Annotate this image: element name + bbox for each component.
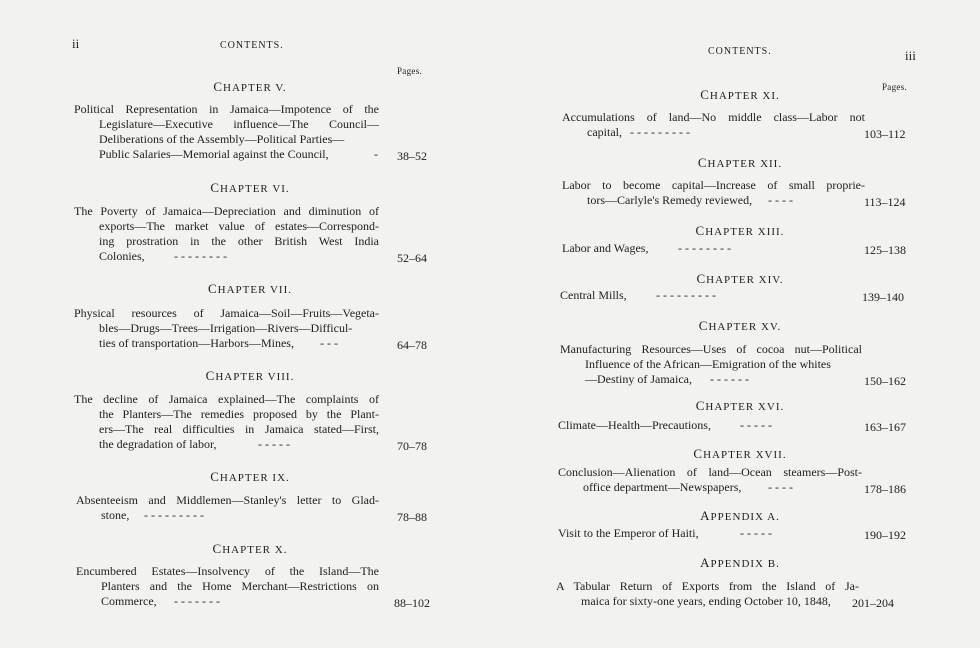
running-head-left: CONTENTS. (220, 40, 284, 51)
chapter-heading: CHAPTER V. (213, 79, 287, 94)
entry-line: The Poverty of Jamaica—Depreciation and diminution of (74, 204, 379, 218)
page-range: 139–140 (862, 290, 904, 304)
entry-line: the degradation of labor, (99, 437, 217, 451)
entry-line: —Destiny of Jamaica, (585, 372, 692, 386)
entry-line: Central Mills, (560, 288, 627, 302)
entry-line: Colonies, (99, 249, 145, 263)
entry-line: Planters and the Home Merchant—Restrictions on (101, 579, 379, 593)
entry-line: ing prostration in the other British West India (99, 234, 379, 248)
entry-line: ers—The real difficulties in Jamaica stated—First, (99, 422, 379, 436)
entry-line: Encumbered Estates—Insolvency of the Island—The (76, 564, 379, 578)
entry-line: Physical resources of Jamaica—Soil—Fruits—Vegeta- (74, 306, 379, 320)
dot-leader: - - - - - - - - - (144, 508, 204, 522)
page-range: 78–88 (397, 510, 427, 524)
entry-line: Climate—Health—Precautions, (558, 418, 711, 432)
chapter-heading: CHAPTER XV. (698, 318, 782, 333)
entry-line: tors—Carlyle's Remedy reviewed, (587, 193, 753, 207)
entry-line: the Planters—The remedies proposed by the Plant- (99, 407, 379, 421)
page-range: 178–186 (864, 482, 906, 496)
page-range: 190–192 (864, 528, 906, 542)
entry-line: Influence of the African—Emigration of the whites (585, 357, 831, 371)
dot-leader: - - - - - - (710, 372, 749, 386)
entry-line: Accumulations of land—No middle class—Labor not (562, 110, 865, 124)
entry-line: maica for sixty-one years, ending October 10, 1848, (581, 594, 831, 608)
chapter-heading: CHAPTER VI. (210, 180, 290, 195)
chapter-heading: CHAPTER XVI. (695, 398, 785, 413)
chapter-heading: CHAPTER XIV. (696, 271, 784, 286)
entry-line: Deliberations of the Assembly—Political Parties— (99, 132, 345, 146)
chapter-heading: CHAPTER XIII. (695, 223, 785, 238)
chapter-heading: CHAPTER VIII. (205, 368, 295, 383)
chapter-heading: CHAPTER XI. (700, 87, 780, 102)
chapter-heading: CHAPTER VII. (207, 281, 293, 296)
folio-left: ii (72, 36, 80, 51)
page-range: 103–112 (864, 127, 906, 141)
entry-line: Labor to become capital—Increase of small proprie- (562, 178, 865, 192)
page-range: 201–204 (852, 596, 894, 610)
entry-line: Labor and Wages, (562, 241, 649, 255)
page-range: 125–138 (864, 243, 906, 257)
dot-leader: - (374, 147, 378, 161)
folio-right: iii (905, 48, 916, 63)
entry-line: exports—The market value of estates—Correspond- (99, 219, 379, 233)
dot-leader: - - - - - - - (174, 594, 220, 608)
entry-line: Commerce, (101, 594, 157, 608)
page-range: 52–64 (397, 251, 427, 265)
pages-label-left: Pages. (397, 66, 423, 76)
entry-line: office department—Newspapers, (583, 480, 742, 494)
entry-line: capital, (587, 125, 622, 139)
appendix-heading: APPENDIX B. (700, 555, 780, 570)
dot-leader: - - - - (768, 480, 793, 494)
dot-leader: - - - - - - - - - (630, 125, 690, 139)
dot-leader: - - - - - (740, 418, 772, 432)
page-range: 113–124 (864, 195, 906, 209)
entry-line: Visit to the Emperor of Haiti, (558, 526, 699, 540)
page-range: 38–52 (397, 149, 427, 163)
entry-line: A Tabular Return of Exports from the Island of Ja- (556, 579, 859, 593)
entry-line: bles—Drugs—Trees—Irrigation—Rivers—Difficul- (99, 321, 353, 335)
appendix-heading: APPENDIX A. (700, 508, 780, 523)
page-range: 88–102 (394, 596, 430, 610)
dot-leader: - - - - - - - - (678, 241, 731, 255)
right-page (490, 0, 980, 648)
entry-line: Political Representation in Jamaica—Impotence of the (74, 102, 379, 116)
dot-leader: - - - - - - - - - (656, 288, 716, 302)
dot-leader: - - - - - - - - (174, 249, 227, 263)
page-range: 163–167 (864, 420, 906, 434)
page-range: 64–78 (397, 338, 427, 352)
entry-line: Absenteeism and Middlemen—Stanley's letter to Glad- (76, 493, 379, 507)
dot-leader: - - - - - (740, 526, 772, 540)
pages-label-right: Pages. (882, 82, 908, 92)
entry-line: Legislature—Executive influence—The Council— (99, 117, 379, 131)
running-head-right: CONTENTS. (708, 46, 772, 57)
chapter-heading: CHAPTER IX. (210, 469, 290, 484)
entry-line: Public Salaries—Memorial against the Council, (99, 147, 329, 161)
chapter-heading: CHAPTER XVII. (693, 446, 787, 461)
chapter-heading: CHAPTER XII. (697, 155, 783, 170)
entry-line: Conclusion—Alienation of land—Ocean steamers—Post- (558, 465, 862, 479)
dot-leader: - - - - - (258, 437, 290, 451)
chapter-heading: CHAPTER X. (212, 541, 288, 556)
dot-leader: - - - (320, 336, 338, 350)
page-range: 70–78 (397, 439, 427, 453)
entry-line: ties of transportation—Harbors—Mines, (99, 336, 294, 350)
dot-leader: - - - - (768, 193, 793, 207)
page-range: 150–162 (864, 374, 906, 388)
entry-line: stone, (101, 508, 130, 522)
entry-line: The decline of Jamaica explained—The complaints of (74, 392, 379, 406)
entry-line: Manufacturing Resources—Uses of cocoa nut—Political (560, 342, 862, 356)
